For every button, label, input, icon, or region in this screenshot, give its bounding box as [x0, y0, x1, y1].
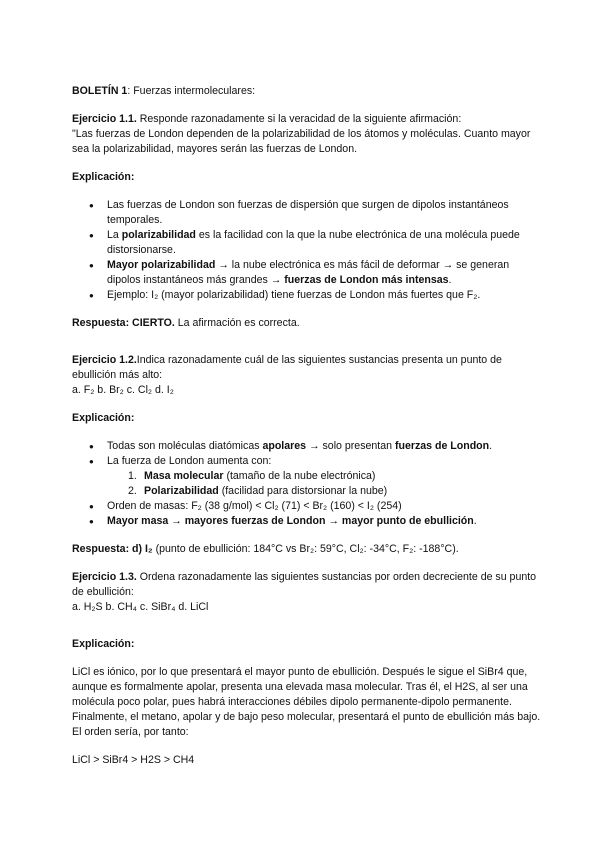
- numbered-list: [72, 469, 542, 499]
- list-item: ● La fuerza de London aumenta con:: [72, 454, 542, 469]
- list-item: ● Mayor masa → mayores fuerzas de London → mayor punto de ebullición.: [72, 514, 542, 529]
- explanation-3-label: Explicación:: [72, 638, 135, 650]
- explanation-2-list: [72, 439, 542, 469]
- exercise-1-2-prompt: Indica razonadamente cuál de las siguientes sustancias presenta un punto de ebullición más alto:: [72, 354, 502, 381]
- exercise-1-3-prompt: Ordena razonadamente las siguientes sustancias por orden decreciente de su punto de ebullición:: [72, 571, 537, 598]
- list-item: ● Orden de masas: F₂ (38 g/mol) < Cl₂ (71) < Br₂ (160) < I₂ (254): [72, 499, 542, 514]
- list-item: ● Mayor polarizabilidad → la nube electrónica es más fácil de deformar → se generan dipolos instantáneos más grandes → fuerzas de London más intensas.: [72, 258, 542, 288]
- exercise-1-2-options: a. F₂ b. Br₂ c. Cl₂ d. I₂: [72, 384, 174, 396]
- explanation-1-label: Explicación:: [72, 171, 135, 183]
- list-item: ● Ejemplo: I₂ (mayor polarizabilidad) tiene fuerzas de London más fuertes que F₂.: [72, 288, 542, 303]
- list-item: ● Todas son moléculas diatómicas apolares → solo presentan fuerzas de London.: [72, 439, 542, 454]
- title-rest: : Fuerzas intermoleculares:: [127, 85, 256, 97]
- exercise-1-1-heading: [72, 112, 542, 127]
- document-page: [72, 84, 542, 768]
- answer-1: Respuesta: CIERTO. La afirmación es correcta.: [72, 317, 300, 329]
- exercise-1-3-options: a. H₂S b. CH₄ c. SiBr₄ d. LiCl: [72, 601, 209, 613]
- exercise-1-2-label: Ejercicio 1.2.: [72, 354, 137, 366]
- boiling-order: LiCl > SiBr4 > H2S > CH4: [72, 754, 195, 766]
- explanation-3-paragraph: LiCl es iónico, por lo que presentará el mayor punto de ebullición. Después le sigue el SiBr4 que, aunque es formalmente apolar, presenta una elevada masa molecular. Tras él, el H2S, al ser una molécula poco polar, pues habrá interacciones débiles dipolo permanente-dipolo permanente. Finalmente, el metano, apolar y de bajo peso molecular, presentará el punto de ebullición más bajo. El orden sería, por tanto:: [72, 666, 541, 738]
- explanation-1-list: [72, 198, 542, 303]
- list-item: ● La polarizabilidad es la facilidad con la que la nube electrónica de una molécula puede distorsionarse.: [72, 228, 542, 258]
- document-title: [72, 84, 542, 99]
- explanation-2-list-cont: [72, 499, 542, 529]
- exercise-1-1-label: Ejercicio 1.1.: [72, 113, 137, 125]
- list-item: ● Las fuerzas de London son fuerzas de dispersión que surgen de dipolos instantáneos temporales.: [72, 198, 542, 228]
- title-bold: BOLETÍN 1: [72, 85, 128, 97]
- exercise-1-1-prompt: Responde razonadamente si la veracidad de la siguiente afirmación:: [136, 113, 462, 125]
- numbered-item: 1. Masa molecular (tamaño de la nube electrónica): [128, 470, 376, 482]
- numbered-item: 2. Polarizabilidad (facilidad para distorsionar la nube): [128, 485, 388, 497]
- exercise-1-3-heading: [72, 570, 542, 600]
- answer-2: Respuesta: d) I₂ (punto de ebullición: 184°C vs Br₂: 59°C, Cl₂: -34°C, F₂: -188°C).: [72, 543, 459, 555]
- exercise-1-1-quote: "Las fuerzas de London dependen de la polarizabilidad de los átomos y moléculas. Cuanto mayor sea la polarizabilidad, mayores serán las fuerzas de London.: [72, 128, 531, 155]
- explanation-2-label: Explicación:: [72, 412, 135, 424]
- exercise-1-3-label: Ejercicio 1.3.: [72, 571, 137, 583]
- exercise-1-2-heading: [72, 353, 542, 383]
